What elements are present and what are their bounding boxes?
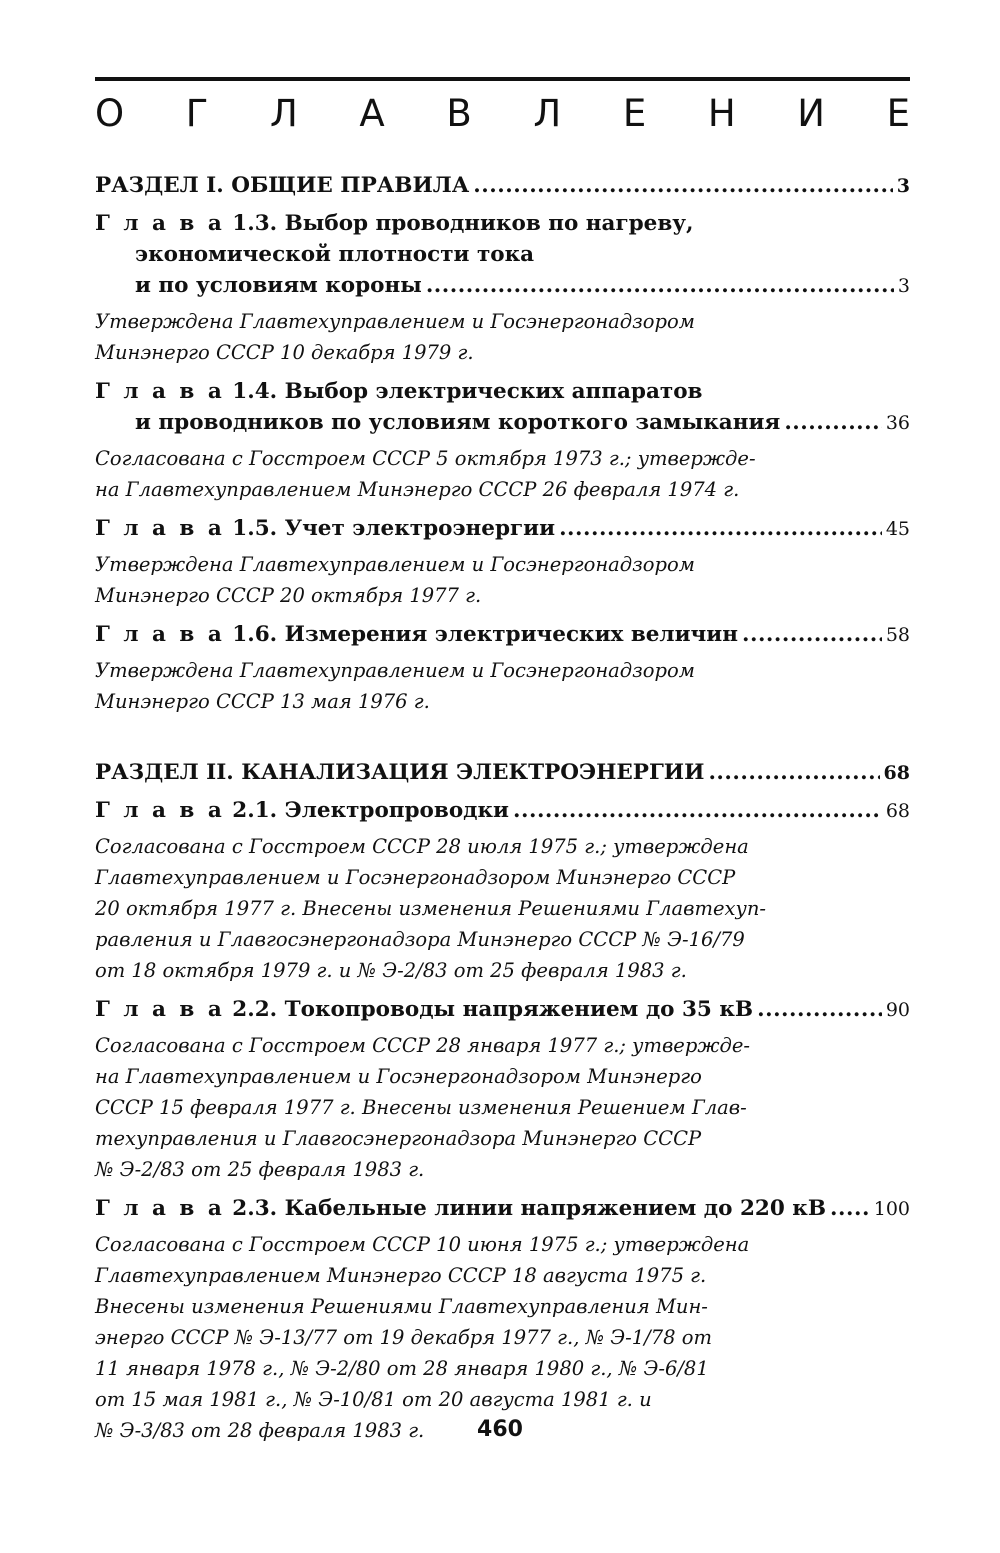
approval-note: Утверждена Главтехуправлением и Госэнергонадзором Минэнерго СССР 13 мая 1976 г.	[95, 659, 695, 713]
page-footer-number: 460	[477, 1417, 523, 1442]
title-letter: Н	[707, 91, 736, 135]
title-letter: Е	[886, 91, 910, 135]
chapter-entry[interactable]	[95, 1193, 910, 1446]
top-rule	[95, 77, 910, 81]
chapter-title-line: Г л а в а 1.5. Учет электроэнергии	[95, 516, 556, 541]
page-number: 68	[883, 762, 910, 784]
approval-note: Согласована с Госстроем СССР 28 июля 1975 г.; утверждена Главтехуправлением и Госэнергонадзором Минэнерго СССР 20 октября 1977 г. Внесены изменения Решениями Главтехуп- равления и Главгосэнергонадзора Минэнерго СССР № Э-16/79 от 18 октября 1979 г. и № Э-2/83 от 25 февраля 1983 г.	[95, 835, 766, 982]
page-number: 3	[896, 175, 910, 197]
chapter-title-line: Г л а в а 2.2. Токопроводы напряжением до 35 кВ	[95, 997, 754, 1022]
chapter-title-line: Г л а в а 2.3. Кабельные линии напряжением до 220 кВ	[95, 1196, 827, 1221]
table-of-contents	[95, 170, 910, 1454]
approval-note: Согласована с Госстроем СССР 5 октября 1973 г.; утвержде- на Главтехуправлением Минэнерго СССР 26 февраля 1974 г.	[95, 447, 756, 501]
leader-dots	[426, 270, 894, 301]
title-letter: Л	[533, 91, 562, 135]
page-number: 68	[885, 800, 910, 822]
title-letter: О	[95, 91, 125, 135]
approval-note: Утверждена Главтехуправлением и Госэнергонадзором Минэнерго СССР 20 октября 1977 г.	[95, 553, 695, 607]
leader-dots	[757, 994, 882, 1025]
leader-dots	[830, 1193, 870, 1224]
title-letter: Г	[185, 91, 209, 135]
chapter-title-line: и проводников по условиям короткого замыкания	[135, 410, 781, 435]
page-number: 58	[885, 624, 910, 646]
approval-note: Утверждена Главтехуправлением и Госэнергонадзором Минэнерго СССР 10 декабря 1979 г.	[95, 310, 695, 364]
page-number: 36	[885, 412, 910, 434]
leader-dots	[559, 513, 882, 544]
leader-dots	[784, 407, 882, 438]
leader-dots	[708, 757, 879, 788]
title-letter: А	[359, 91, 385, 135]
page-number: 90	[885, 999, 910, 1021]
leader-dots	[742, 619, 882, 650]
title-letter: Л	[269, 91, 298, 135]
page-number: 100	[873, 1198, 910, 1220]
chapter-title-line: Г л а в а 2.1. Электропроводки	[95, 798, 509, 823]
chapter-entry[interactable]	[95, 619, 910, 717]
leader-dots	[473, 170, 892, 201]
chapter-entry[interactable]	[95, 208, 910, 368]
section-gap	[95, 725, 910, 757]
section-entry[interactable]	[95, 170, 910, 202]
page-number: 3	[897, 275, 910, 297]
page-title	[95, 88, 910, 138]
approval-note: Согласована с Госстроем СССР 10 июня 1975 г.; утверждена Главтехуправлением Минэнерго СССР 18 августа 1975 г. Внесены изменения Решениями Главтехуправления Мин- энерго СССР № Э-13/77 от 19 декабря 1977 г., № Э-1/78 от 11 января 1978 г., № Э-2/80 от 28 января 1980 г., № Э-6/81 от 15 мая 1981 г., № Э-10/81 от 20 августа 1981 г. и № Э-3/83 от 28 февраля 1983 г.	[95, 1233, 750, 1442]
title-letter: И	[797, 91, 825, 135]
section-entry[interactable]	[95, 757, 910, 789]
chapter-title-line: Г л а в а 1.4. Выбор электрических аппаратов	[95, 379, 703, 404]
chapter-entry[interactable]	[95, 376, 910, 505]
title-letter: В	[446, 91, 472, 135]
chapter-entry[interactable]	[95, 513, 910, 611]
leader-dots	[513, 795, 882, 826]
page-number: 45	[885, 518, 910, 540]
approval-note: Согласована с Госстроем СССР 28 января 1977 г.; утвержде- на Главтехуправлением и Госэнергонадзором Минэнерго СССР 15 февраля 1977 г. Внесены изменения Решением Глав- техуправления и Главгосэнергонадзора Минэнерго СССР № Э-2/83 от 25 февраля 1983 г.	[95, 1034, 750, 1181]
chapter-entry[interactable]	[95, 994, 910, 1185]
chapter-title-line: экономической плотности тока	[135, 242, 535, 267]
title-letter: Е	[622, 91, 647, 135]
chapter-entry[interactable]	[95, 795, 910, 986]
section-title: РАЗДЕЛ I. ОБЩИЕ ПРАВИЛА	[95, 173, 470, 198]
chapter-title-line: и по условиям короны	[135, 273, 422, 298]
chapter-title-line: Г л а в а 1.3. Выбор проводников по нагреву,	[95, 211, 694, 236]
chapter-title-line: Г л а в а 1.6. Измерения электрических величин	[95, 622, 738, 647]
section-title: РАЗДЕЛ II. КАНАЛИЗАЦИЯ ЭЛЕКТРОЭНЕРГИИ	[95, 760, 705, 785]
